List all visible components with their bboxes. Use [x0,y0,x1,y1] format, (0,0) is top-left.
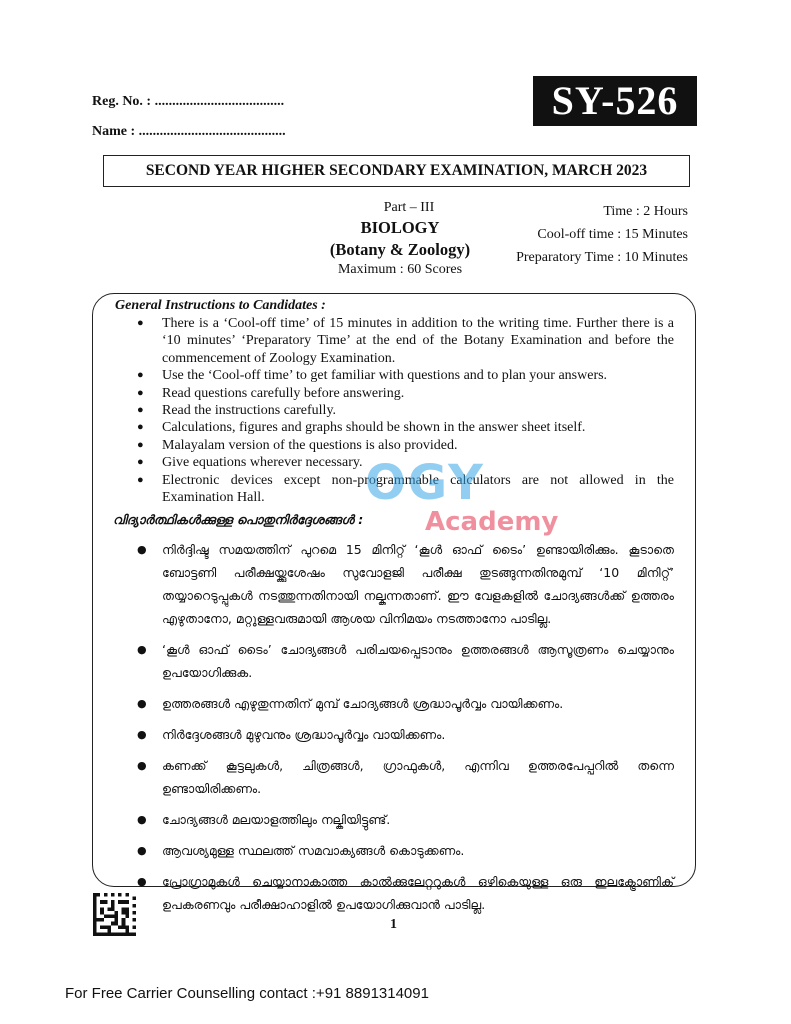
bullet-icon: ● [137,421,144,434]
bullet-icon: ● [137,473,144,486]
list-item: ● Read questions carefully before answering. [137,385,405,401]
max-scores: Maximum : 60 Scores [337,262,463,277]
list-item: ● നിർദ്ദിഷ്ട സമയത്തിന് പുറമെ 15 മിനിറ്റ് ‘കൂൾ ഓഫ് ടൈം’ ഉണ്ടായിരിക്കും. കൂടാതെ ബോട്ടണി പരീക്ഷയ്ക്കുശേഷം സുവോളജി പരീക്ഷ തുടങ്ങുന്നതിനുമുമ്പ് ‘10 മിനിറ്റ്’ തയ്യാറെടുപ്പുകൾ നടത്തുന്നതിനായി നല്കുന്നതാണ്. ഈ വേളകളിൽ ചോദ്യങ്ങൾക്ക് ഉത്തരം എഴുതാനോ, മറ്റുള്ളവരുമായി ആശയ വിനിമയം നടത്താനോ പാടില്ല. [134,538,674,630]
instructions-heading-en: General Instructions to Candidates : [115,298,326,313]
list-item: ● Electronic devices except non-programmable calculators are not allowed in the Examination Hall. [137,472,674,506]
list-item: ● Calculations, figures and graphs should be shown in the answer sheet itself. [137,420,586,436]
bullet-icon: ● [137,369,144,382]
subject-block [300,200,500,278]
bullet-icon: ● [137,438,144,451]
exam-title: SECOND YEAR HIGHER SECONDARY EXAMINATION, MARCH 2023 [103,155,690,187]
bullet-icon: ● [137,317,144,329]
bullet-icon: ● [137,844,147,857]
watermark-academy-text: Academy [425,507,559,537]
list-item: ● പ്രോഗ്രാമുകൾ ചെയ്യാനാകാത്ത കാൽക്കുലേറ്ററുകൾ ഒഴികെയുള്ള ഒരു ഇലക്ട്രോണിക് ഉപകരണവും പരീക്ഷാഹാളിൽ ഉപയോഗിക്കുവാൻ പാടില്ല. [134,870,674,916]
prep-time-label: Preparatory Time : 10 Minutes [516,250,688,265]
list-item: ● കണക്ക് കൂട്ടലുകൾ, ചിത്രങ്ങൾ, ഗ്രാഫുകൾ, എന്നിവ ഉത്തരപേപ്പറിൽ തന്നെ ഉണ്ടായിരിക്കണം. [134,754,674,800]
list-item: ● ആവശ്യമുള്ള സ്ഥലത്ത് സമവാക്യങ്ങൾ കൊടുക്കണം. [134,839,674,862]
bullet-icon: ● [137,875,147,888]
bullet-icon: ● [137,404,144,417]
list-item: ● Read the instructions carefully. [137,403,337,419]
list-item: ● നിർദ്ദേശങ്ങൾ മുഴുവനും ശ്രദ്ധാപൂർവ്വം വായിക്കണം. [134,723,674,746]
subject-branch: (Botany & Zoology) [329,240,471,259]
time-label: Time : 2 Hours [603,204,688,219]
instructions-list-ml [134,538,674,924]
cool-off-label: Cool-off time : 15 Minutes [537,227,688,242]
bullet-icon: ● [137,543,147,556]
time-block [516,200,688,269]
watermark-ogy-text: OGY [365,455,485,511]
bullet-icon: ● [137,456,144,469]
list-item: ● Give equations wherever necessary. [137,455,363,471]
list-item: ● ചോദ്യങ്ങൾ മലയാളത്തിലും നല്കിയിട്ടുണ്ട്. [134,808,674,831]
bullet-icon: ● [137,697,147,710]
part-label: Part – III [383,200,435,215]
instructions-list-en [134,315,674,506]
subject-title: BIOLOGY [360,218,440,237]
list-item: ● Use the ‘Cool-off time’ to get familiar with questions and to plan your answers. [137,368,608,384]
name-field: Name : .......................................... [92,124,286,139]
bullet-icon: ● [137,759,147,772]
bullet-icon: ● [137,728,147,741]
reg-no-field: Reg. No. : ..................................... [92,94,285,109]
bullet-icon: ● [137,386,144,399]
list-item: ● ഉത്തരങ്ങൾ എഴുതുന്നതിന് മുമ്പ് ചോദ്യങ്ങൾ ശ്രദ്ധാപൂർവ്വം വായിക്കണം. [134,692,674,715]
bullet-icon: ● [137,643,147,656]
page-number: 1 [390,917,397,932]
list-item: ● ‘കൂൾ ഓഫ് ടൈം’ ചോദ്യങ്ങൾ പരിചയപ്പെടാനും ഉത്തരങ്ങൾ ആസൂത്രണം ചെയ്യാനും ഉപയോഗിക്കുക. [134,638,674,684]
list-item: ● Malayalam version of the questions is also provided. [137,437,458,453]
bullet-icon: ● [137,813,147,826]
paper-code-badge: SY-526 [533,76,697,126]
instructions-heading-ml: വിദ്യാർത്ഥികൾക്കുള്ള പൊതുനിർദ്ദേശങ്ങൾ : [113,512,364,527]
footer-contact: For Free Carrier Counselling contact :+91 8891314091 [65,985,429,1002]
datamatrix-barcode-icon [93,893,136,936]
list-item: ● There is a ‘Cool-off time’ of 15 minutes in addition to the writing time. Further there is a ‘10 minutes’ ‘Preparatory Time’ at the end of the Botany Examination and before the commencement of Zoology Examination. [137,316,674,366]
